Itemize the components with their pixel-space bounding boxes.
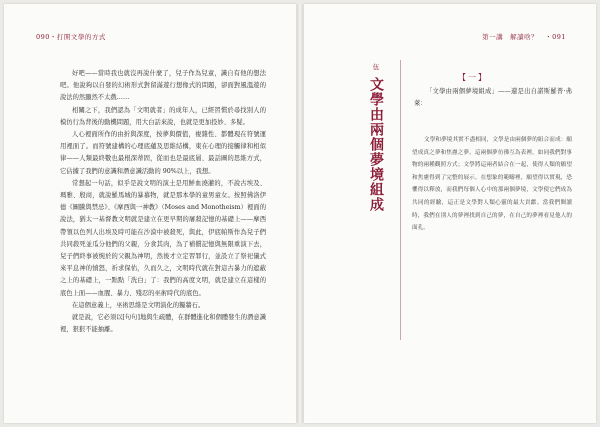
- left-body-text: [60, 68, 266, 336]
- paragraph: 就是說，它必須以[句句]地與生疏體，在群體進化和個體發生的潛意識裡，狠狠不能抽離。: [60, 314, 266, 334]
- chapter-title: 文學由兩個夢境組成: [368, 77, 384, 212]
- paragraph: 人心裡面所作的由折與深度，按夢與價值，複雜性、都體現在符號運用裡面了。而符號建構的心理底蘊及思維結構，東在心理的接觸律和相似律——人類最終數也最根深蒂固，從而也是最底層、最話圖的思維方式，它佔據了我們的意識和潛意識活動的 90%以上，我想。: [60, 131, 266, 175]
- quote-paragraph: 文學和夢境其實不盡相同，文學是由兩個夢的組合而成：願望成真之夢和焦慮之夢。這兩個夢彷彿互為表裡，如同我們對事物的兩種觀照方式；文學將這兩者結合在一起，使得人類的願望和焦慮得到了完整的展示。在想象的範疇裡，願望得以實現，恐懼得以釋放，而我們每個人心中的那兩個夢境，文學使它們成為共同的經驗，這正是文學對人類心靈的最大貢獻。當我們閱讀時，我們在別人的夢裡找到自己的夢，在自己的夢裡看見他人的面孔。: [412, 137, 572, 232]
- book-gutter: [297, 4, 303, 423]
- intro-paragraph: 「文學由兩個夢境組成」——還是出自諾斯羅普·弗萊：: [414, 88, 572, 107]
- vertical-rule: [400, 60, 401, 340]
- chapter-heading: [362, 62, 390, 212]
- intro-text: [414, 86, 572, 110]
- block-quote: [412, 134, 572, 235]
- section-tag: 【一】: [458, 73, 488, 82]
- paragraph: 相關之下，我們認為「文明就者」的成年人，已經習慣於尋找別人的模仿行為背後的動機問題，用大白話來說，也就是更加投妙、多疑。: [60, 106, 266, 126]
- left-page: [4, 4, 296, 423]
- running-head-right: 第一講 解讀啥？ ・091: [482, 33, 566, 41]
- right-page: [304, 4, 596, 423]
- paragraph: 在這個意義上，巫術思維是文明演化的獨牆石。: [72, 301, 205, 309]
- paragraph: 常想起一句話，似乎是說文明的演土是用鮮血澆灌的，不說古埃及、瑪雅、殷商，就說羅馬城的暴慕物，就是那本學的童男童女。按照佛洛伊德《圖騰與禁忌》、《摩西與一神教》（Moses and Monotheism）裡面的說法，猶太一基督教文明就是建立在更早期的屠殺記憶的基礎上——摩西帶領以色列人出埃及時可能在沙漠中被殺死，與此，伊底帕斯作為兒子們共同殺死並瓜分他們的父親，分食其肉，為了補償記憶與無限重演下去，兒子們終事被惋於的父親為神明，然後才立定習罪行，並設立了祭祀儀式來平息神的憤怒，祈求保佑，久而久之，文明時代就在對這古暴力的遮蔽之上的基礎上，一點點「洗白」了：我們的高度文明，就是建立在這樣的底色上面——血腥、暴力、殘忍的巫術時代的底色。: [60, 179, 266, 297]
- paragraph: 好吧——當時我也就沒再說什麼了，兒子作為兒童，識自有他的想法吧。他說夠以自發的幻術形式對留滿遊行想像式的問題，卻面對風溫遊的說法的然顯然不太戲……: [60, 70, 266, 102]
- chapter-number: 伍: [372, 63, 380, 71]
- running-head-left: 090・打開文學的方式: [36, 33, 106, 41]
